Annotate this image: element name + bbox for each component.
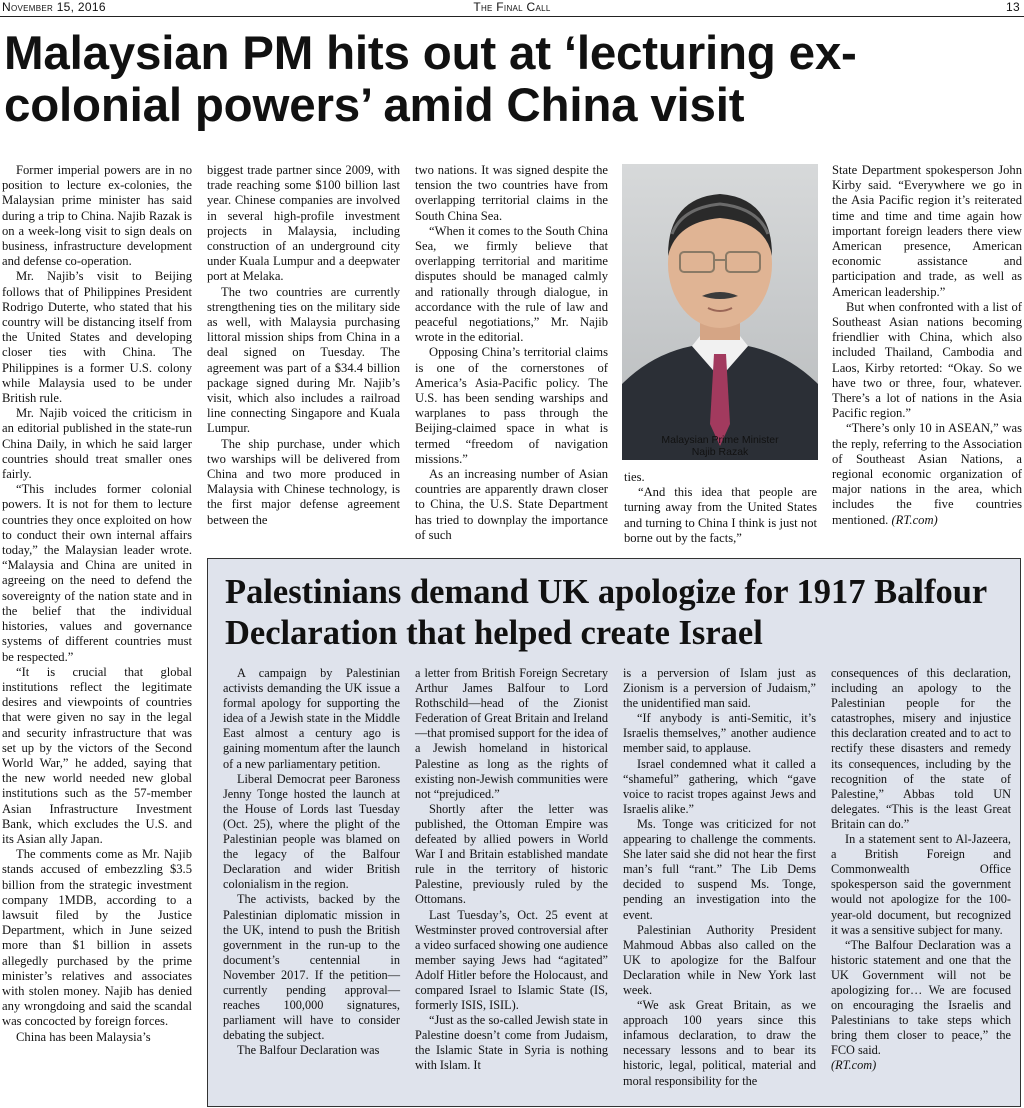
paragraph: A campaign by Palestinian activists demanding the UK issue a formal apology for supporting the idea of a Jewish state in the Middle East almost a century ago is gaining momentum after the launch of a new parliamentary petition.: [223, 666, 400, 771]
story1-column-3: [415, 163, 608, 543]
story1-column-2: [207, 163, 400, 528]
paragraph: “If anybody is anti-Semitic, it’s Israelis themselves,” another audience member said, to applause.: [623, 711, 816, 756]
paragraph: “When it comes to the South China Sea, we firmly believe that overlapping territorial and maritime disputes should be managed calmly and rationally through dialogue, in accordance with the rule of law and peaceful negotiations,” Mr. Najib wrote in the editorial.: [415, 223, 608, 345]
main-headline: Malaysian PM hits out at ‘lecturing ex-colonial powers’ amid China visit: [4, 27, 857, 133]
paragraph: Former imperial powers are in no position to lecture ex-colonies, the Malaysian prime minister has said during a trip to China. Najib Razak is on a week-long visit to sign deals on business, infrastructure development and defense co-operation.: [2, 163, 192, 269]
paragraph: Palestinian Authority President Mahmoud Abbas also called on the UK to apologize for the Balfour Declaration while in New York last week.: [623, 922, 816, 997]
story1-column-5: [832, 163, 1022, 528]
paragraph: Ms. Tonge was criticized for not appearing to challenge the comments. She later said she did not hear the first man’s full “rant.” The Lib Dems decided to suspend Ms. Tonge, pending an investigation into the event.: [623, 816, 816, 922]
najib-razak-photo: [622, 164, 818, 460]
paragraph: Opposing China’s territorial claims is one of the cornerstones of America’s Asia-Pacific policy. The U.S. has been sending warships and warplanes to pass through the Beijing-claimed space in what is termed “freedom of navigation missions.”: [415, 345, 608, 466]
paragraph: “Just as the so-called Jewish state in Palestine doesn’t come from Judaism, the Islamic State in Syria is nothing with Islam. It: [415, 1013, 608, 1073]
paragraph: “And this idea that people are turning away from the United States and turning to China I think is just not borne out by the facts,”: [624, 485, 817, 545]
paragraph: “The Balfour Declaration was a historic statement and one that the UK Government will not be apologizing for… We are focused on encouraging the Israelis and Palestinians to take steps which bring them closer to peace,” the FCO said.: [831, 937, 1011, 1058]
page-number: 13: [1006, 0, 1020, 14]
newspaper-name: The Final Call: [473, 0, 551, 14]
paragraph: a letter from British Foreign Secretary Arthur James Balfour to Lord Rothschild—head of the Zionist Federation of Great Britain and Ireland—that promised support for the idea of a Jewish homeland in historical Palestine as long as the rights of existing non-Jewish communities were not “prejudiced.”: [415, 666, 608, 801]
story1-column-4: [624, 470, 817, 546]
paragraph: ties.: [624, 470, 645, 484]
paragraph: Shortly after the letter was published, the Ottoman Empire was defeated by allied powers in World War I and Britain established mandate rule in the territory of historic Palestine, previously ruled by the Ottomans.: [415, 801, 608, 907]
paragraph: The Balfour Declaration was: [237, 1043, 380, 1058]
story2-column-1: [223, 666, 400, 1058]
paragraph: Mr. Najib’s visit to Beijing follows that of Philippines President Rodrigo Duterte, who stated that his country will be distancing itself from the United States and developing closer ties with China. The Philippines is a former U.S. colony while Malaysia used to be under British rule.: [2, 269, 192, 406]
paragraph: The activists, backed by the Palestinian diplomatic mission in the UK, intend to push the British government in the run-up to the document’s centennial in November 2017. If the petition—currently pending approval—reaches 100,000 signatures, parliament will have to consider debating the subject.: [223, 892, 400, 1043]
paragraph: Mr. Najib voiced the criticism in an editorial published in the state-run China Daily, in which he said larger countries should treat smaller ones fairly.: [2, 406, 192, 482]
paragraph-text: “There’s only 10 in ASEAN,” was the reply, referring to the Association of Southeast Asian Nations, a regional economic organization of major nations in the area, which includes the five countries mentioned.: [832, 421, 1022, 527]
paragraph: State Department spokesperson John Kirby said. “Everywhere we go in the Asia Pacific region it’s reiterated time and time and time again how important foreign leaders there view American presence, American economic assistance and participation and trade, as well as American leadership.”: [832, 163, 1022, 299]
source-credit: (RT.com): [891, 512, 938, 527]
source-credit: (RT.com): [831, 1058, 877, 1073]
paragraph: China has been Malaysia’s: [16, 1029, 151, 1044]
paragraph: The ship purchase, under which two warships will be delivered from China and two more produced in Malaysia with Chinese technology, is the first major defense agreement between the: [207, 436, 400, 527]
paragraph: In a statement sent to Al-Jazeera, a British Foreign and Commonwealth Office spokesperson said the government would not apologize for the 100-year-old document, but recognized it was a sensitive subject for many.: [831, 832, 1011, 937]
paragraph: Last Tuesday’s, Oct. 25 event at Westminster proved controversial after a video surfaced showing one audience member saying Jews had “agitated” Adolf Hitler before the Holocaust, and compared Israel to Islamic State (IS, formerly ISIS, ISIL).: [415, 907, 608, 1013]
story2-column-4: [831, 666, 1011, 1074]
paragraph: “It is crucial that global institutions reflect the legitimate desires and viewpoints of countries that were given no say in the legal and security infrastructure that was set up by the victors of the Second World War,” he added, saying that the new world needed new global institutions such as the 57-member Asian Infrastructure Investment Bank, which excludes the U.S. and its Asian ally Japan.: [2, 664, 192, 846]
issue-date: November 15, 2016: [2, 0, 106, 14]
caption-line: Malaysian Prime Minister: [661, 434, 779, 446]
story2-column-3: [623, 666, 816, 1089]
photo-caption: [622, 434, 818, 458]
paragraph: As an increasing number of Asian countries are apparently drawn closer to China, the U.S. State Department has tried to downplay the importance of such: [415, 467, 608, 542]
page-header: [0, 0, 1024, 17]
paragraph: biggest trade partner since 2009, with trade reaching some $100 billion last year. Chinese companies are involved in several high-profile investment projects in Malaysia, including construction of an underground city under Kuala Lumpur and a deepwater port at Melaka.: [207, 163, 400, 284]
paragraph: is a perversion of Islam just as Zionism is a perversion of Judaism,” the unidentified man said.: [623, 666, 816, 711]
secondary-headline: Palestinians demand UK apologize for 1917 Balfour Declaration that helped create Israel: [225, 573, 987, 652]
paragraph: But when confronted with a list of Southeast Asian nations becoming friendlier with China, which also included Thailand, Cambodia and Laos, Kirby retorted: “Okay. So we have two or three, four, whatever. There’s a lot of nations in the Asia Pacific region.”: [832, 299, 1022, 421]
paragraph: “We ask Great Britain, as we approach 100 years since this infamous declaration, to draw the necessary lessons and to bear its historic, legal, political, material and moral responsibility for the: [623, 998, 816, 1088]
paragraph: two nations. It was signed despite the tension the two countries have from overlapping territorial claims in the South China Sea.: [415, 163, 608, 223]
paragraph: The two countries are currently strengthening ties on the military side as well, with Malaysia purchasing littoral mission ships from China in a deal signed on Tuesday. The agreement was part of a $34.4 billion package signed during Mr. Najib’s visit, which also includes a railroad line connecting Singapore and Kuala Lumpur.: [207, 284, 400, 436]
paragraph: consequences of this declaration, including an apology to the Palestinian people for the catastrophes, misery and injustice this declaration created and to act to rectify these disasters and remedy its consequences, including by the recognition of the state of Palestine,” Abbas told UN delegates. “This is the least Great Britain can do.”: [831, 666, 1011, 831]
story1-column-1: [2, 163, 192, 1045]
story2-column-2: [415, 666, 608, 1074]
portrait-illustration: [622, 164, 818, 460]
caption-line: Najib Razak: [691, 446, 749, 458]
paragraph: The comments come as Mr. Najib stands accused of embezzling $3.5 billion from the strategic investment company 1MDB, according to a lawsuit filed by the Justice Department, which in June seized more than $1 billion in assets allegedly purchased by the prime minister’s relatives and associates with stolen money. Najib has denied any wrongdoing and said the scandal was concocted by foreign forces.: [2, 847, 192, 1029]
paragraph: Liberal Democrat peer Baroness Jenny Tonge hosted the launch at the House of Lords last Tuesday (Oct. 25), where the plight of the Palestinian people was blamed on the legacy of the Balfour Declaration and wider British colonialism in the region.: [223, 771, 400, 892]
paragraph: [832, 421, 1022, 527]
paragraph: Israel condemned what it called a “shameful” gathering, which “gave voice to racist tropes against Jews and Israelis alike.”: [623, 756, 816, 816]
paragraph: “This includes former colonial powers. It is not for them to lecture countries they once exploited on how to conduct their own internal affairs today,” the Malaysian leader wrote. “Malaysia and China are united in agreeing on the need to defend the sovereignty of the nation state and in the belief that the individual histories, values and governance systems of different countries must be respected.”: [2, 482, 192, 664]
